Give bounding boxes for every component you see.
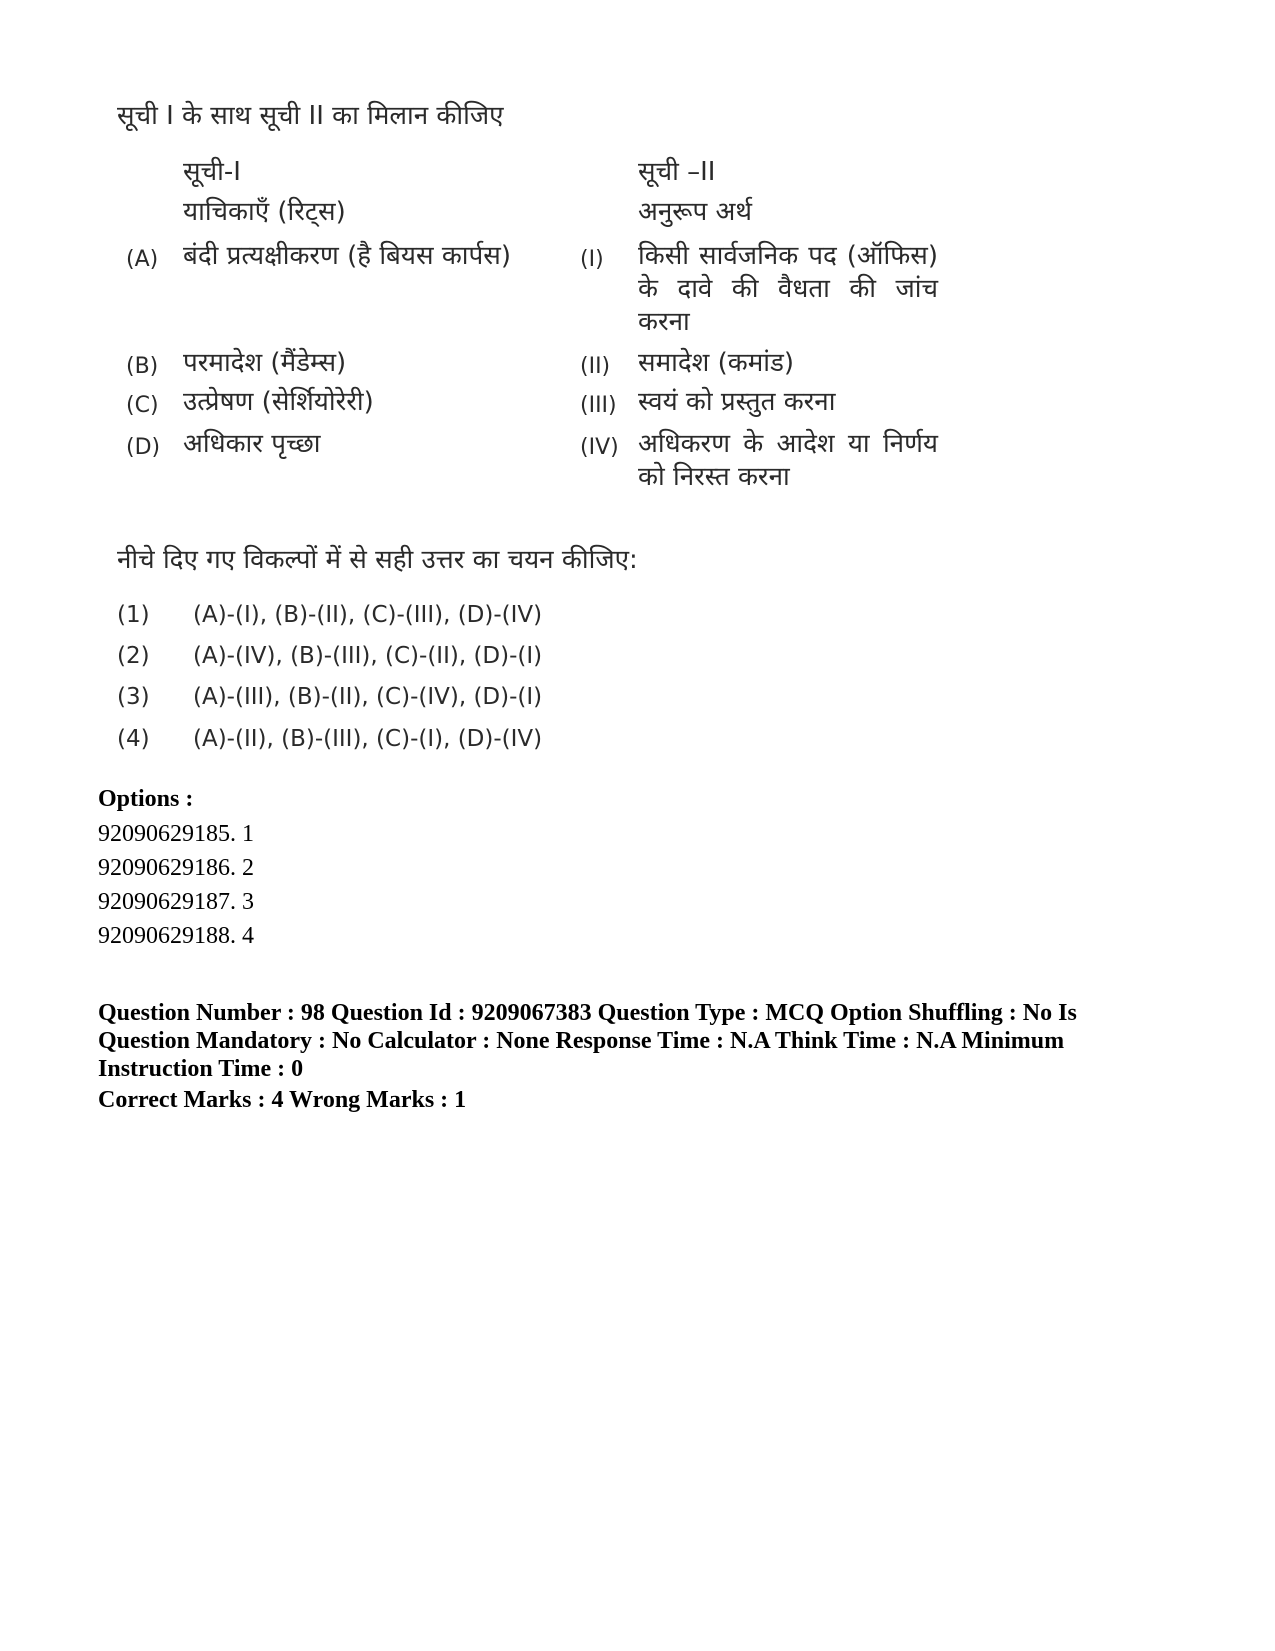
choice-number: (3) <box>117 684 150 710</box>
option-line: 92090629186. 2 <box>98 855 254 881</box>
list1-item-label: (D) <box>126 435 161 460</box>
list1-heading: सूची-I <box>183 157 241 187</box>
marks-line: Correct Marks : 4 Wrong Marks : 1 <box>98 1087 467 1113</box>
option-line: 92090629187. 3 <box>98 889 254 915</box>
list2-item-text: अधिकरण के आदेश या निर्णय को निरस्त करना <box>638 429 938 492</box>
options-title: Options : <box>98 786 194 812</box>
list2-item-label: (II) <box>580 354 611 379</box>
list2-item-label: (IV) <box>580 435 619 460</box>
list2-subheading: अनुरूप अर्थ <box>638 197 753 227</box>
choose-prompt: नीचे दिए गए विकल्पों में से सही उत्तर का चयन कीजिए: <box>117 545 638 575</box>
list1-item-text: बंदी प्रत्यक्षीकरण (है बियस कार्पस) <box>183 241 512 271</box>
list1-item-label: (C) <box>126 393 159 418</box>
choice-number: (4) <box>117 726 150 752</box>
choice-text: (A)-(IV), (B)-(III), (C)-(II), (D)-(I) <box>193 643 543 669</box>
option-line: 92090629185. 1 <box>98 821 254 847</box>
list2-item-text: स्वयं को प्रस्तुत करना <box>638 387 836 417</box>
list2-item-text: समादेश (कमांड) <box>638 348 795 378</box>
list1-item-text: परमादेश (मैंडेम्स) <box>183 348 347 378</box>
question-instruction: सूची I के साथ सूची II का मिलान कीजिए <box>117 101 504 131</box>
list1-item-label: (A) <box>126 247 159 272</box>
list2-item-text: किसी सार्वजनिक पद (ऑफिस) के दावे की वैधता की जांच करना <box>638 241 938 337</box>
list2-item-label: (I) <box>580 247 604 272</box>
choice-text: (A)-(III), (B)-(II), (C)-(IV), (D)-(I) <box>193 684 543 710</box>
choice-number: (1) <box>117 602 150 628</box>
question-meta: Question Number : 98 Question Id : 9209067383 Question Type : MCQ Option Shuffling : No Is Question Mandatory : No Calculator : None Response Time : N.A Think Time : N.A Minimum Instruction Time : 0 <box>98 1000 1077 1082</box>
choice-text: (A)-(I), (B)-(II), (C)-(III), (D)-(IV) <box>193 602 543 628</box>
choice-number: (2) <box>117 643 150 669</box>
list2-heading: सूची –II <box>638 157 716 187</box>
list1-item-label: (B) <box>126 354 159 379</box>
list1-item-text: अधिकार पृच्छा <box>183 429 321 459</box>
list1-item-text: उत्प्रेषण (सेर्शियोरेरी) <box>183 387 374 417</box>
option-line: 92090629188. 4 <box>98 923 254 949</box>
choice-text: (A)-(II), (B)-(III), (C)-(I), (D)-(IV) <box>193 726 543 752</box>
list2-item-label: (III) <box>580 393 617 418</box>
list1-subheading: याचिकाएँ (रिट्स) <box>183 197 346 227</box>
